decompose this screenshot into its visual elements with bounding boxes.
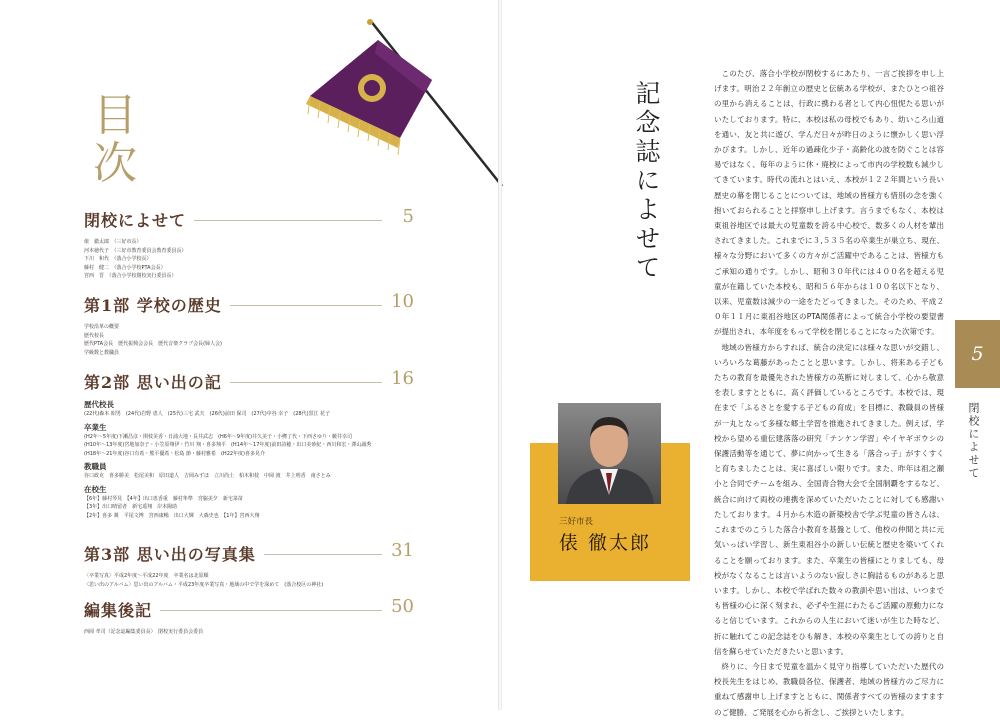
toc-section-title: 編集後記 (84, 598, 160, 621)
toc-entries (84, 472, 414, 481)
toc-heading-char: 次 (93, 138, 137, 189)
toc-section-photos (84, 542, 414, 589)
toc-entries (84, 495, 414, 521)
toc-entries (84, 433, 414, 459)
toc-entry: 俵 徹太郎 （三好市長） (84, 239, 142, 245)
article-body (714, 66, 944, 720)
toc-entries (84, 628, 414, 637)
toc-entry: 〈思い出のアルバム〉思い出のアルバム・平成23年度卒業写真・地域の中で学を深めて (落合校区の神社) (84, 581, 324, 588)
toc-page-number: 16 (385, 368, 414, 389)
author-name: 俵 徹太郎 (559, 532, 652, 554)
toc-entry: (H2年～5年度)下瀬昌彦・関枝美香・日浦大地・長井武志 (H6年～9年度)井久美子・小栁了代・下西さゆり・藪井幸司 (84, 433, 353, 440)
toc-section-afterword (84, 598, 414, 637)
section-tab-number: 5 (955, 320, 1000, 388)
toc-entry: 〈卒業写真〉平成2年度～平成22年度 卒業名は北原順 (84, 573, 209, 579)
article-paragraph: 終りに、今日まで児童を温かく見守り指導していただいた歴代の校長先生をはじめ、教職員各位、保護者、地域の皆様方のご尽力に重ねて感謝申し上げますとともに、関係者すべての皆様のますますのご健勝、ご発展を心から祈念し、ご挨拶といたします。 (714, 661, 944, 717)
toc-entry: 歴代校長 (84, 332, 105, 339)
toc-entry: 学級数と教職員 (84, 349, 120, 356)
toc-section-title: 第2部 思い出の記 (84, 370, 230, 393)
toc-page-number: 10 (385, 291, 414, 312)
toc-page-number: 31 (385, 540, 414, 561)
toc-entry: 河本徳代子 （三好市教育委員会教育委員長） (84, 247, 187, 254)
toc-heading (90, 92, 140, 188)
toc-entries (84, 238, 414, 281)
article-title: 記念誌によせて (632, 80, 661, 283)
toc-section-title: 第3部 思い出の写真集 (84, 542, 264, 565)
author-portrait (558, 403, 661, 504)
toc-entry: 藤村 健二 （落合小学校PTA会長） (84, 264, 166, 271)
article-paragraph: 地域の皆様方からすれば、統合の決定には様々な思いが交錯し、いろいろな葛藤があったことと思います。しかし、将来ある子どもたちの教育を最優先された皆様方の英断に対しまして、心から敬意を表しますとともに、高く評価しているところです。本校では、現在まで「ふるさとを愛する子どもの育成」を目標に、教職員の皆様が一丸となって多様な郷土学習を推進されてきました。例えば、学校から望める重伝建落落の研究「テンケン学習」やイヤギボウシの保護活動等を通じて、夢に向かって生きる「落合っ子」がすくすくと育ちましたことは、実に喜ばしい限りです。また、昨年は祖之瀬小と合同でチームを組み、全国青合物大会で全国制覇をするなど、統合に向けて両校の連携を深めていただいたことに対しても感謝いたしております。４月から木造の新築校舎で学ぶ児童の皆さんは、これまでのこうした落合小教育を基盤として、他校の仲間と共に元気いっぱい学習し、新生東祖谷小の新しい伝統と歴史を築いてくれることを願っております。また、卒業生の皆様にとりましても、母校がなくなることは言いようのない寂しさに胸詰るものがあると思います。しかし、本校で学ばれた数々の教訓や思い出は、いつまでも皆様の心に深く刻まれ、必ずや生涯にわたるご活躍の原動力になると信じています。これからの人生において迷いが生じた時など、折に触れてこの記念誌をひも解き、本校の卒業生としての誇りと自信を蘇らせていただきたいと思います。 (714, 342, 944, 656)
toc-subheading: 在校生 (84, 484, 107, 494)
toc-entry: 学校沿革の概要 (84, 324, 120, 330)
toc-entry: 【2年】喜多 翼 平尾文博 宮西康暢 出口大輝 大森史也 【1年】宮西大翔 (84, 512, 260, 519)
toc-section-memories (84, 370, 414, 520)
author-role: 三好市長 (559, 517, 594, 527)
school-flag-image (290, 18, 505, 188)
toc-entry: (22代)森本 昭男 (24代)岩野 恵人 (25代)三宅 武夫 (26代)前田 保司 (27代)中谷 幸子 (28代)黒江 花子 (84, 411, 331, 417)
toc-subheading: 卒業生 (84, 422, 107, 432)
toc-section-title: 閉校によせて (84, 208, 194, 231)
toc-entry: 西岡 孝司（記念誌編集委員長） 閉校実行委員会委員 (84, 629, 204, 635)
toc-entries (84, 572, 414, 589)
section-tab-label: 閉校によせて (967, 402, 980, 480)
toc-entry: (H18年～21年度)谷口有希・熊平優希・松島 節・藤村雅希 (H22年度)喜多晃介 (84, 450, 266, 457)
article-paragraph: このたび、落合小学校が閉校するにあたり、一言ご挨拶を申し上げます。明治２２年創立の歴史と伝統ある学校が、またひとつ祖谷の里から消えることは、行政に携わる者として内心忸怩たる思いがいたしております。特に、本校は私の母校でもあり、幼いころ山道を通い、友と共に遊び、学んだ日々が昨日のように懐かしく思い浮かびます。しかし、近年の過疎化少子・高齢化の波を防ぐことは容易ではなく、毎年のように休・廃校によって市内の学校数も減少してきています。時代の流れとはいえ、本校が１２２年間という長い歴史の幕を閉じることについては、地域の皆様方も惜別の念を強く抱いておられることと拝察申し上げます。言うまでもなく、本校は東祖谷地区では最大の児童数を誇る中心校で、数多くの人材を輩出されてきました。これまでに３,５３５名の卒業生が巣立ち、現在、様々な分野において多くの方々がご活躍中であることは、皆様方もご承知の通りです。しかし、昭和３０年代には４００名を超える児童が在籍していた本校も、昭和５６年からは１００名以下となり、以来、児童数は減少の一途をたどってきました。そのため、平成２０年１１月に東祖谷地区のPTA関係者によって統合小学校の要望書が提出され、本年度をもって学校を閉じることになった次第です。 (714, 69, 944, 337)
toc-entry: 下川 和代 （落合小学校長） (84, 256, 152, 262)
toc-subheading: 教職員 (84, 462, 107, 471)
toc-entry: 【3年】出口晴留者 新宅遥翔 岸本陽助 (84, 504, 178, 510)
toc-page-number: 50 (385, 596, 414, 617)
toc-page (0, 0, 500, 710)
toc-heading-char: 目 (93, 90, 137, 141)
toc-entries (84, 323, 414, 357)
toc-entry: 谷口政克 喜多勝美 松尾美和 原田道人 吉岡みずほ 立川尚士 柏木和枝 中岡 渡 井上明香 南さとみ (84, 473, 331, 479)
toc-subheading: 歴代校長 (84, 400, 114, 409)
toc-entry: 歴代PTA会長 歴代振興会会長 歴代音楽クラブ会長(婦人会) (84, 341, 223, 347)
toc-entries (84, 410, 414, 419)
toc-section-title: 第1部 学校の歴史 (84, 293, 230, 316)
toc-section-history (84, 293, 414, 357)
page-gutter (498, 0, 502, 710)
toc-entry: (H10年～13年度)宮地加奈子・小笠原翔伊・竹川 翔・喜多翔平 (H14年～17年度)前田詩穂・出口美砂紀・西川和宏・澤山誠秀 (84, 442, 372, 448)
toc-entry: 【6年】藤村琴見 【4年】出口恵香重 藤村隼準 宮脇美夕 新宅菜苗 (84, 495, 243, 502)
toc-page-number: 5 (397, 206, 414, 227)
toc-section-closing (84, 208, 414, 281)
toc-entry: 宮西 晋 （落合小学校閉校実行委員長） (84, 273, 177, 279)
